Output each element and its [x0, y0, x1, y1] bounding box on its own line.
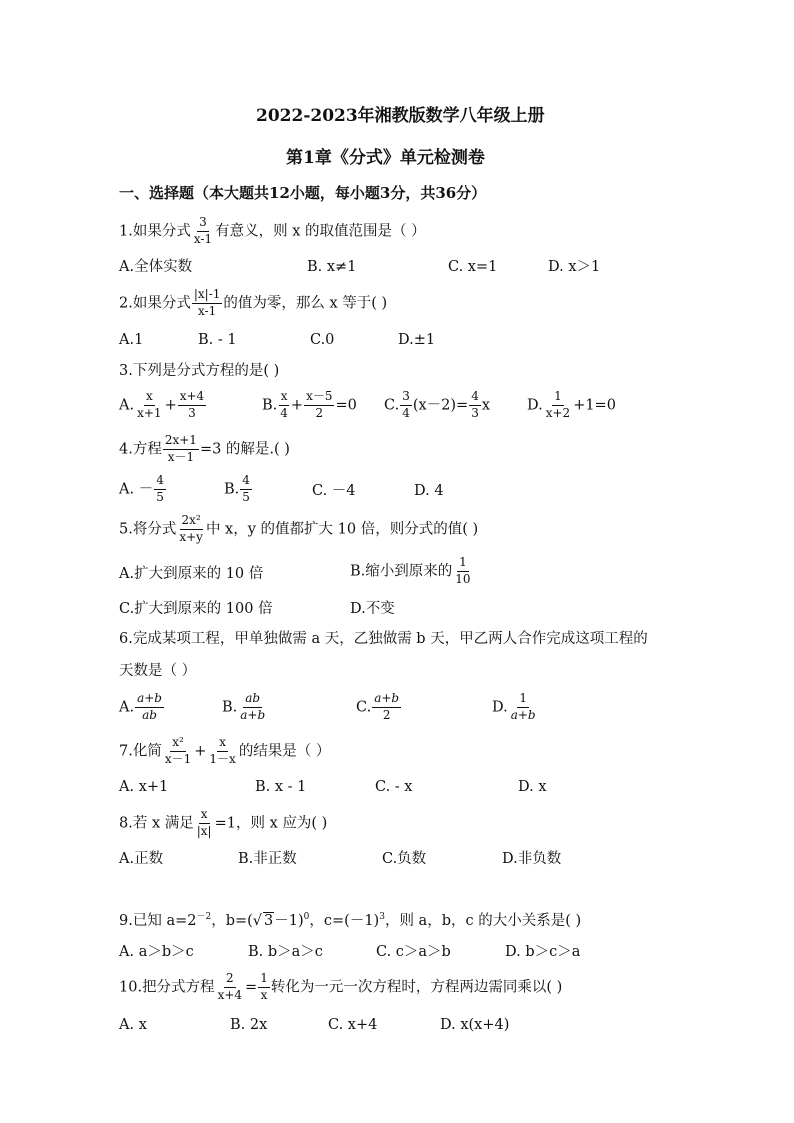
option-c: C. x+4: [328, 1017, 378, 1033]
option-b: B. - 1: [198, 332, 237, 348]
question-3-stem: 3.下列是分式方程的是( ): [119, 363, 280, 379]
section-heading: 一、选择题（本大题共12小题，每小题3分，共36分）: [119, 184, 487, 202]
fraction: $\frac{\text{2x²}}{x+y}$: [179, 513, 203, 544]
option-c: C. - x: [375, 779, 413, 795]
doc-subtitle: 第1章《分式》单元检测卷: [286, 148, 485, 168]
option-a: A.全体实数: [119, 259, 193, 275]
option-d: D. x: [518, 779, 547, 795]
option-a: A. x: [119, 1017, 147, 1033]
fraction: $\frac{x}{x+1}$: [137, 389, 162, 420]
fraction: $\frac{1}{x+2}$: [545, 389, 571, 420]
fraction: $\frac{a+b}{2}$: [374, 691, 400, 722]
question-6-stem-line2: 天数是（ ）: [119, 663, 197, 679]
option-a: A. a＞b＞c: [119, 944, 194, 960]
option-d: D.±1: [398, 332, 436, 348]
sqrt-symbol: √: [252, 913, 263, 929]
fraction: $\frac{2x+1}{x-1}$: [164, 433, 197, 464]
fraction: $\frac{a+b}{ab}$: [137, 691, 162, 722]
fraction: $\frac{x-5}{2}$: [306, 389, 333, 420]
option-a: A. $\frac{x}{x+1}$ + $\frac{x+4}{3}$: [119, 389, 205, 420]
fraction: $\frac{x}{1-x}$: [209, 735, 236, 766]
option-a: A.正数: [119, 851, 164, 867]
question-7-stem: 7.化简 $\frac{\text{x²}}{x-1}$ + $\frac{x}{1-x}$ 的结果是（ ）: [119, 735, 331, 766]
option-d: D. 4: [414, 483, 444, 499]
option-c: C. c＞a＞b: [376, 944, 451, 960]
fraction: $\frac{2}{x+4}$: [217, 971, 243, 1002]
option-b: B. $\frac{4}{5}$: [224, 473, 250, 504]
question-8-stem: 8.若 x 满足 $\frac{x}{|x|}$ =1，则 x 应为( ): [119, 807, 328, 838]
option-b: B.非正数: [238, 851, 297, 867]
option-d: D. $\frac{1}{a+b}$: [492, 691, 536, 722]
fraction: $\frac{1}{x}$: [260, 971, 268, 1002]
fraction: $\frac{3}{4}$: [402, 389, 410, 420]
option-c: C. －4: [312, 483, 356, 499]
question-2-stem: 2.如果分式 $\frac{|x|-1}{x-1}$ 的值为零，那么 x 等于( ): [119, 287, 388, 318]
question-4-stem: 4.方程 $\frac{2x+1}{x-1}$ =3 的解是.( ): [119, 433, 290, 464]
fraction: $\frac{ab}{a+b}$: [240, 691, 266, 722]
option-d: D.非负数: [502, 851, 562, 867]
fraction: $\frac{4}{5}$: [156, 473, 164, 504]
question-5-stem: 5.将分式 $\frac{\text{2x²}}{x+y}$ 中 x，y 的值都扩大 10 倍，则分式的值( ): [119, 513, 479, 544]
option-b: B.缩小到原来的 $\frac{1}{10}$: [350, 555, 471, 586]
option-a: A. x+1: [119, 779, 169, 795]
option-a: A. － $\frac{4}{5}$: [119, 473, 164, 504]
option-b: B. x≠1: [307, 259, 357, 275]
option-a: A. $\frac{a+b}{ab}$: [119, 691, 162, 722]
fraction: $\frac{x}{4}$: [280, 389, 288, 420]
option-c: C. $\frac{3}{4}$ (x－2)= $\frac{4}{3}$ x: [384, 389, 491, 420]
question-1-stem: 1.如果分式 $\frac{3}{x-1}$ 有意义，则 x 的取值范围是（ ）: [119, 215, 426, 246]
fraction: $\frac{4}{3}$: [471, 389, 479, 420]
option-d: D. x＞1: [548, 259, 601, 275]
question-9-stem: 9.已知 $a=2^{-2}$，b=(√ 3－1)$^0$，$c=(-1)^3$，则 a，b，c 的大小关系是( ): [119, 912, 582, 929]
fraction: $\frac{3}{x-1}$: [193, 215, 213, 246]
doc-title: 2022-2023年湘教版数学八年级上册: [256, 106, 545, 126]
question-6-stem-line1: 6.完成某项工程，甲单独做需 a 天，乙独做需 b 天，甲乙两人合作完成这项工程的: [119, 631, 648, 647]
option-c: C. x=1: [448, 259, 498, 275]
option-c: C. $\frac{a+b}{2}$: [356, 691, 400, 722]
option-b: B. 2x: [230, 1017, 268, 1033]
option-d: D. x(x+4): [440, 1017, 510, 1033]
option-a: A.1: [119, 332, 144, 348]
fraction: $\frac{x+4}{3}$: [179, 389, 205, 420]
option-c: C.扩大到原来的 100 倍: [119, 601, 273, 617]
fraction: $\frac{|x|-1}{x-1}$: [193, 287, 221, 318]
option-c: C.负数: [382, 851, 427, 867]
option-b: B. $\frac{x}{4}$ + $\frac{x-5}{2}$ =0: [262, 389, 357, 420]
option-b: B. b＞a＞c: [248, 944, 323, 960]
fraction: $\frac{4}{5}$: [242, 473, 250, 504]
option-d: D.不变: [350, 601, 395, 617]
option-b: B. x - 1: [255, 779, 307, 795]
option-b: B. $\frac{ab}{a+b}$: [222, 691, 266, 722]
fraction: $\frac{\text{x²}}{x-1}$: [164, 735, 192, 766]
option-c: C.0: [310, 332, 335, 348]
fraction: $\frac{x}{|x|}$: [196, 807, 212, 838]
fraction: $\frac{1}{10}$: [455, 555, 471, 586]
question-10-stem: 10.把分式方程 $\frac{2}{x+4}$ = $\frac{1}{x}$ 转化为一元一次方程时，方程两边需同乘以( ): [119, 971, 563, 1002]
option-d: D. $\frac{1}{x+2}$ +1=0: [527, 389, 616, 420]
fraction: $\frac{1}{a+b}$: [510, 691, 536, 722]
option-d: D. b＞c＞a: [505, 944, 581, 960]
option-a: A.扩大到原来的 10 倍: [119, 566, 264, 582]
